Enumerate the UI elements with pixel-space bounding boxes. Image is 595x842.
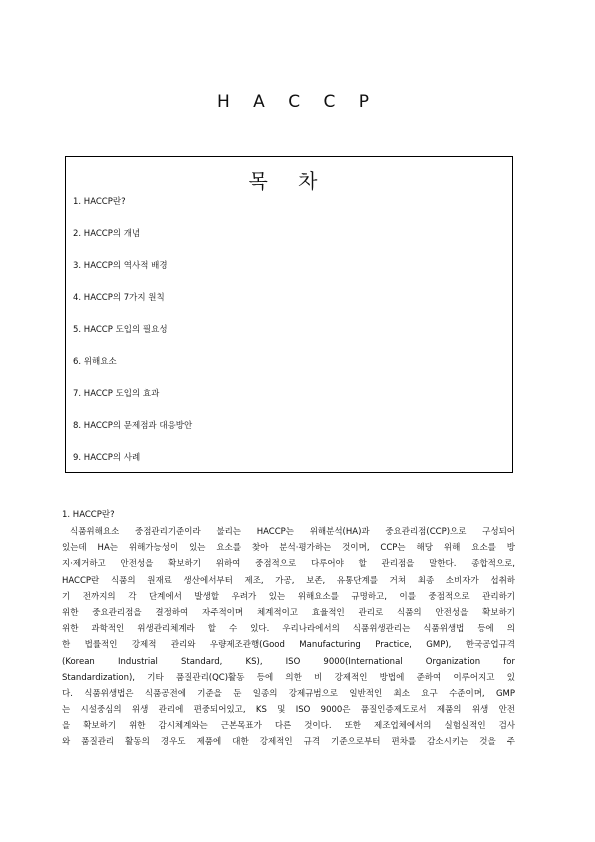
- body-text-line: 있는데 HA는 위해가능성이 있는 요소를 찾아 분석·평가하는 것이며, CCP는 해당 위해 요소를 방: [62, 543, 515, 554]
- body-text-line: Standardization), 기타 품질관리(QC)활동 등에 의한 비 강제적인 방법에 준하여 이루어지고 있: [62, 672, 515, 683]
- toc-item: 9. HACCP의 사례: [73, 453, 141, 463]
- toc-item: 1. HACCP란?: [73, 197, 126, 207]
- toc-heading: 목 차: [248, 169, 330, 193]
- body-text-line: (Korean Industrial Standard, KS), ISO 9000(International Organization for: [62, 656, 515, 667]
- body-text-line: 와 품질관리 활동의 경우도 제품에 대한 강제적인 규격 기준으로부터 편차를 감소시키는 것을 주: [62, 737, 515, 748]
- document-title: H A C C P: [216, 92, 379, 112]
- toc-item: 2. HACCP의 개념: [73, 229, 141, 239]
- toc-item: 6. 위해요소: [73, 357, 117, 367]
- toc-item: 7. HACCP 도입의 효과: [73, 389, 160, 399]
- body-text-line: 는 시설중심의 위생 관리에 편중되어있고, KS 및 ISO 9000은 품질인증제도로서 제품의 위생 안전: [62, 705, 515, 716]
- body-text-line: 한 법률적인 강제적 관리와 우량제조관행(Good Manufacturing Practice, GMP), 한국공업규격: [62, 640, 515, 651]
- body-text-line: 식품위해요소 중점관리기준이라 불리는 HACCP는 위해분석(HA)과 중요관리점(CCP)으로 구성되어: [70, 527, 515, 537]
- body-text-line: 위한 과학적인 위생관리체계라 할 수 있다. 우리나라에서의 식품위생관리는 식품위생법 등에 의: [62, 624, 515, 635]
- toc-item: 8. HACCP의 문제점과 대응방안: [73, 421, 193, 431]
- body-text-line: 위한 중요관리점을 결정하여 자주적이며 체계적이고 효율적인 관리로 식품의 안전성을 확보하기: [62, 607, 515, 618]
- section-what-is-haccp: [62, 510, 515, 751]
- section-body: [62, 524, 515, 751]
- body-text-line: 을 확보하기 위한 감시체계와는 근본목표가 다른 것이다. 또한 제조업체에서의 실험실적인 검사: [62, 721, 515, 732]
- toc-item: 4. HACCP의 7가지 원칙: [73, 293, 165, 303]
- body-text-line: 다. 식품위생법은 식품공전에 기준을 둔 일종의 강제규범으로 일반적인 최소 요구 수준이며, GMP: [62, 688, 515, 699]
- toc-item: 3. HACCP의 역사적 배경: [73, 261, 168, 271]
- body-text-line: HACCP란 식품의 원재료 생산에서부터 제조, 가공, 보존, 유통단계를 거쳐 최종 소비자가 섭취하: [62, 575, 515, 586]
- toc-item: 5. HACCP 도입의 필요성: [73, 325, 168, 335]
- section-heading: 1. HACCP란?: [62, 510, 115, 520]
- body-text-line: 지·제거하고 안전성을 확보하기 위하여 중점적으로 다루어야 할 관리점을 말한다. 종합적으로,: [62, 559, 515, 570]
- table-of-contents-box: [65, 156, 513, 473]
- body-text-line: 기 전까지의 각 단계에서 발생할 우려가 있는 위해요소를 규명하고, 이를 중점적으로 관리하기: [62, 591, 515, 602]
